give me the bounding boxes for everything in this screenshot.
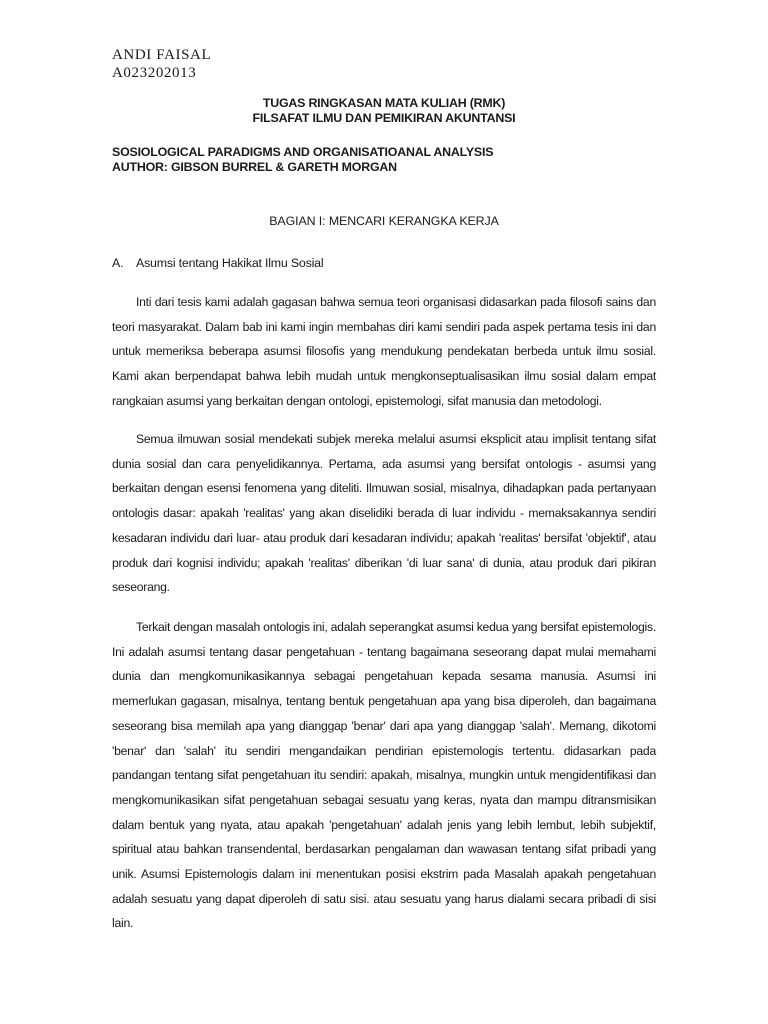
assignment-title [112,96,656,126]
book-title: SOSIOLOGICAL PARADIGMS AND ORGANISATIOANAL ANALYSIS [112,145,494,159]
book-author: AUTHOR: GIBSON BURREL & GARETH MORGAN [112,160,397,174]
section-heading: BAGIAN I: MENCARI KERANGKA KERJA [269,214,499,228]
paragraph: Terkait dengan masalah ontologis ini, adalah seperangkat asumsi kedua yang bersifat epistemologis. Ini adalah asumsi tentang dasar pengetahuan - tentang bagaimana seseorang dapat mulai memahami dunia dan mengkomunikasikannya sebagai pengetahuan kepada sesama manusia. Asumsi ini memerlukan gagasan, misalnya, tentang bentuk pengetahuan apa yang bisa diperoleh, dan bagaimana seseorang bisa memilah apa yang dianggap 'benar' dari apa yang dianggap 'salah'. Memang, dikotomi 'benar' dan 'salah' itu sendiri mengandaikan pendirian epistemologis tertentu. didasarkan pada pandangan tentang sifat pengetahuan itu sendiri: apakah, misalnya, mungkin untuk mengidentifikasi dan mengkomunikasikan sifat pengetahuan sebagai sesuatu yang keras, nyata dan mampu ditransmisikan dalam bentuk yang nyata, atau apakah 'pengetahuan' adalah jenis yang lebih lembut, lebih subjektif, spiritual atau bahkan transendental, berdasarkan pengalaman dan wawasan tentang sifat pribadi yang unik. Asumsi Epistemologis dalam ini menentukan posisi ekstrim pada Masalah apakah pengetahuan adalah sesuatu yang dapat diperoleh di satu sisi. atau sesuatu yang harus dialami secara pribadi di sisi lain. [112,620,656,931]
paragraph: Semua ilmuwan sosial mendekati subjek mereka melalui asumsi eksplicit atau implisit tentang sifat dunia sosial dan cara penyelidikannya. Pertama, ada asumsi yang bersifat ontologis - asumsi yang berkaitan dengan esensi fenomena yang diteliti. Ilmuwan sosial, misalnya, dihadapkan pada pertanyaan ontologis dasar: apakah 'realitas' yang akan diselidiki berada di luar individu - memaksakannya sendiri kesadaran individu dari luar- atau produk dari kesadaran individu; apakah 'realitas' bersifat 'objektif', atau produk dari kognisi individu; apakah 'realitas' diberikan 'di luar sana' di dunia, atau produk dari pikiran seseorang. [112,432,656,595]
book-info [112,145,493,175]
author-block [112,46,211,82]
subsection-letter: A. [112,256,124,270]
paragraph: Inti dari tesis kami adalah gagasan bahwa semua teori organisasi didasarkan pada filosofi sains dan teori masyarakat. Dalam bab ini kami ingin membahas diri kami sendiri pada aspek pertama tesis ini dan untuk memeriksa beberapa asumsi filosofis yang mendukung pendekatan berbeda untuk ilmu sosial. Kami akan berpendapat bahwa lebih mudah untuk mengkonseptualisasikan ilmu sosial dalam empat rangkaian asumsi yang berkaitan dengan ontologi, epistemologi, sifat manusia dan metodologi. [112,295,656,408]
subsection-title: Asumsi tentang Hakikat Ilmu Sosial [136,256,324,270]
title-line-1: TUGAS RINGKASAN MATA KULIAH (RMK) [262,96,506,110]
title-line-2: FILSAFAT ILMU DAN PEMIKIRAN AKUNTANSI [252,111,516,125]
subsection-heading [112,256,323,270]
student-id: A023202013 [112,65,197,81]
author-name: ANDI FAISAL [112,47,212,63]
